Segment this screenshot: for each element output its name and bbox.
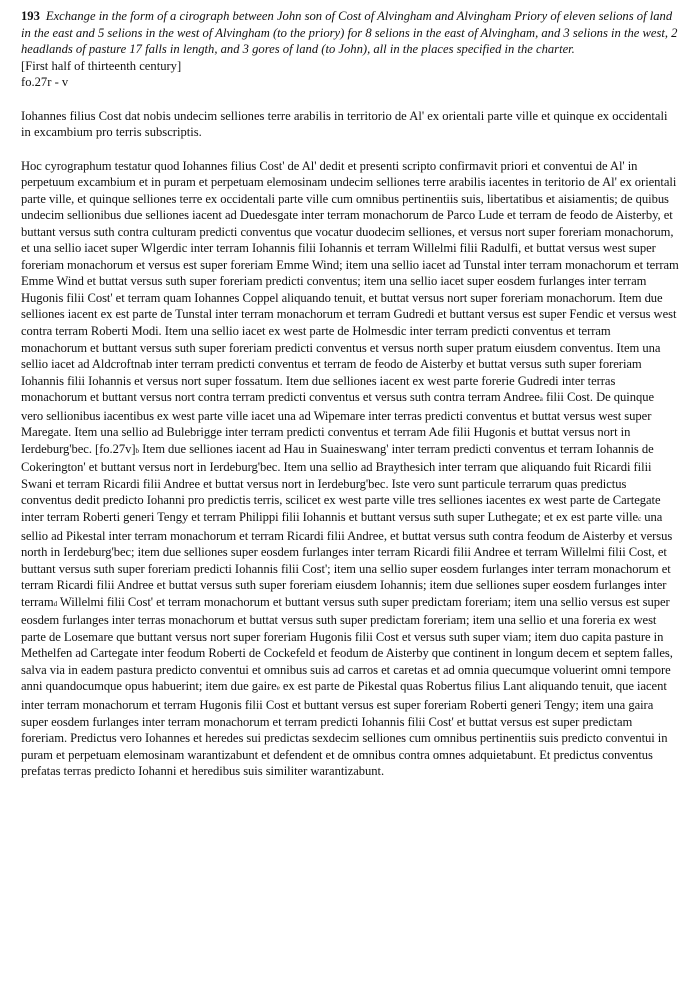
footnote-marker-c: c <box>638 514 642 523</box>
footnote-marker-a: a <box>539 395 543 404</box>
charter-text-part-6: ex est parte de Pikestal quas Robertus filius Lant aliquando tenuit, que iacent inter terram monachorum et terram Hugonis filii Cost et buttant versus est super foreriam Roberti generi Tengy; item una gaira super eosdem furlanges inter terram monachorum et terram predicti Iohannis filii Cost' et buttat versus est super predictam foreriam. Predictus vero Iohannes et heredes sui predictas sexdecim selliones cum omnibus pertinentiis suis predicto conventui in puram et perpetuam elemosinam warantizabunt et defendent et de omnibus contra omnes adquietabunt. Et predictus conventus prefatas terras predicto Iohanni et heredibus suis similiter warantizabunt. <box>21 679 668 779</box>
charter-text-part-1: Hoc cyrographum testatur quod Iohannes filius Cost' de Al' dedit et presenti scripto confirmavit priori et conventui de Al' in perpetuum excambium et in puram et perpetuam elemosinam undecim selliones terre arabilis iacentes in teritorio de Al' ex orientali parte ville, et quinque selliones terre ex occidentali parte ville cum omnibus pertinentiis suis, libertatibus et aisiamentis; de quibus undecim sellionibus due selliones iacent ad Duedesgate inter terram monachorum de Parco Lude et terram de feodo de Aisterby, et buttant versus suth contra culturam predicti conventus que vocatur duodecim selliones, et versus nort super foreriam monachorum, et una sellio iacet super Wlgerdic inter terram Iohannis filii Iohannis et terram Willelmi filii Radulfi, et buttat versus west super foreriam monachorum et versus est super foreriam Emme Wind; item una sellio iacet ad Tunstal inter terram monachorum et terram Emme Wind et buttat versus suth super foreriam predicti conventus; item una sellio iacet super eosdem furlanges inter terram Hugonis filii Cost' et terram quam Iohannes Coppel aliquando tenuit, et buttat versus nort super foreriam monachorum. Item due selliones iacent ex est parte de Tunstal inter terram monachorum et terram Gudredi et buttant versus est super Fendic et versus west contra terram Roberti Modi. Item una sellio iacet ex west parte de Holmesdic inter terram predicti conventus et terram monachorum et buttant versus suth super foreriam predicti conventus et versus north super pratum eiusdem conventus. Item una sellio iacet ad Aldcroftnab inter terram predicti conventus et terram de feodo de Aisterby et buttat versus suth super foreriam Iohannis filii Iohannis et versus nort super fossatum. Item due selliones iacent ex west parte forerie Gudredi inter terras monachorum et buttant versus nort contra terram predicti conventus et versus suth contra terram Andree <box>21 158 679 405</box>
entry-date: [First half of thirteenth century] <box>21 58 182 73</box>
entry-abstract: Iohannes filius Cost dat nobis undecim selliones terre arabilis in territorio de Al' ex orientali parte ville et quinque ex occidentali in excambium pro terris subscriptis. <box>21 108 668 139</box>
charter-entry <box>21 8 681 780</box>
entry-header <box>21 8 681 58</box>
charter-text-part-4: una sellio ad Pikestal inter terram monachorum et terram Ricardi filii Andree, et buttat versus suth contra feodum de Aisterby et versus north in Ierdeburg'bec; item due selliones super eosdem furlanges inter terram Ricardi filii Andree et terram Willelmi filii Cost, et buttant versus suth super foreriam predicti Iohannis filii Cost'; item una sellio super eosdem furlanges inter terram monachorum et terram Ricardi filii Andree et buttat versus suth super foreriam eiusdem Iohannis; item due selliones super eosdem furlanges inter terram <box>21 509 673 609</box>
charter-text-part-2: filii Cost. De quinque vero sellionibus iacentibus ex west parte ville iacet una ad Wipemare inter terras predicti conventus et buttat versus west super Maregate. Item una sellio ad Bulebrigge inter terram predicti conventus et terram Ade filii Hugonis et buttat versus nort in Ierdeburg'bec. [fo.27v] <box>21 390 654 456</box>
charter-text-part-5: Willelmi filii Cost' et terram monachorum et buttant versus suth super predictam foreriam; item una sellio versus est super eosdem furlanges inter terras monachorum et buttat versus suth super predictam foreriam; item una sellio et una foreria ex west parte de Losemare que buttant versus nort super foreriam Hugonis filii Cost et versus suth super viam; item duo capita pasture in Methelfen ad Cartegate inter feodum Roberti de Cockefeld et feodum de Aisterby que continent in longum decem et septem falles, salva via in eadem pastura predicto conventui et omnibus suis ad carros et caretas et ad omnia quecumque voluerint omni tempore anni quandocumque opus habuerint; item due gaire <box>21 594 673 694</box>
footnote-marker-d: d <box>53 599 58 608</box>
entry-folio: fo.27r - v <box>21 75 69 89</box>
charter-text <box>21 158 679 780</box>
charter-text-part-3: Item due selliones iacent ad Hau in Suaineswang' inter terram predicti conventus et terram Iohannis de Cokerington' et buttant versus nort in Ierdeburg'bec. Item una sellio ad Braythesich inter terram que aliquando fuit Ricardi filii Swani et terram Ricardi filii Andree et buttat versus nort in Ierdeburg'bec. Iste vero sunt particule terrarum quas predictus conventus dedit predicto Iohanni pro predictis terris, scilicet ex west parte ville tres selliones iacentes ex west parte de Cartegate inter terram Roberti generi Tengy et terram Philippi filii Iohannis et buttant versus suth super Luthegate; et ex est parte ville <box>21 441 661 524</box>
entry-summary: Exchange in the form of a cirograph between John son of Cost of Alvingham and Alvingham Priory of eleven selions of land in the east and 5 selions in the west of Alvingham (to the priory) for 8 selions in the east of Alvingham, and 3 selions in the west, 2 headlands of pasture 17 falls in length, and 3 gores of land (to John), all in the places specified in the charter. <box>21 9 678 56</box>
footnote-marker-e: e <box>276 684 280 693</box>
footnote-marker-b: b <box>135 446 139 455</box>
entry-number: 193 <box>21 9 40 23</box>
